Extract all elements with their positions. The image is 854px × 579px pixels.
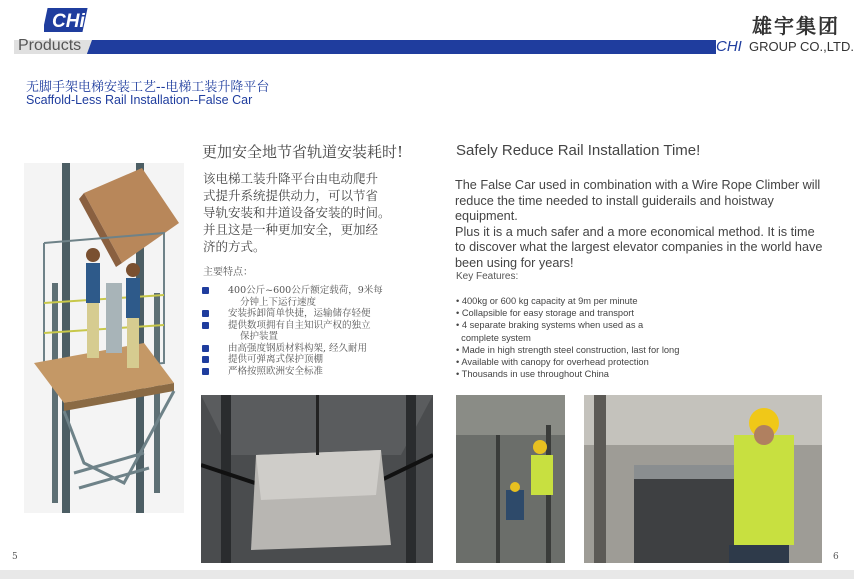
list-item xyxy=(200,354,400,366)
rail-install-photo xyxy=(584,395,822,563)
cn-body xyxy=(203,170,403,255)
en-body-line: reduce the time needed to install guiderails and hoistway equipment. xyxy=(455,193,774,223)
list-item: • 400kg or 600 kg capacity at 9m per minute xyxy=(456,296,638,306)
bullet-icon xyxy=(202,322,209,329)
feature-text-cont: 分钟上下运行速度 xyxy=(240,296,317,308)
list-item: • Available with canopy for overhead protection xyxy=(456,357,649,368)
svg-text:CHi: CHi xyxy=(52,11,85,32)
bullet-icon xyxy=(202,287,209,294)
feature-text: 400公斤~600公斤额定载荷，9米每 xyxy=(228,285,383,296)
worker-photo xyxy=(456,395,565,563)
en-body xyxy=(455,178,830,271)
en-body-line: The False Car used in combination with a Wire Rope Climber will xyxy=(455,178,821,192)
chi-logo xyxy=(44,6,90,34)
page-title-cn: 无脚手架电梯安装工艺--电梯工装升降平台 xyxy=(26,80,270,95)
list-item: • 4 separate braking systems when used as a xyxy=(456,320,644,331)
en-heading: Safely Reduce Rail Installation Time! xyxy=(456,142,701,159)
en-feature-list xyxy=(456,295,756,380)
footer-bar xyxy=(0,570,854,579)
feature-text: 由高强度钢质材料构架, 经久耐用 xyxy=(228,342,368,354)
list-item xyxy=(200,366,400,378)
shaft-photo xyxy=(201,395,433,563)
header-blue-bar xyxy=(87,40,712,54)
list-item: complete system xyxy=(456,332,531,343)
bullet-icon xyxy=(202,310,209,317)
header-blue-bar-end xyxy=(700,40,716,54)
page-title-en: Scaffold-Less Rail Installation--False Car xyxy=(26,93,253,107)
cn-features-title: 主要特点： xyxy=(203,267,253,278)
false-car-illustration xyxy=(24,163,184,513)
feature-text: 提供数项拥有自主知识产权的独立 xyxy=(228,319,371,331)
list-item xyxy=(200,285,400,308)
feature-text: 安装拆卸简单快捷，运输储存轻便 xyxy=(228,308,371,319)
en-body-line: been using for years! xyxy=(455,255,574,270)
bullet-icon xyxy=(202,356,209,363)
feature-text-cont: 保护装置 xyxy=(240,331,279,342)
bullet-icon xyxy=(202,368,209,375)
section-label: Products xyxy=(18,37,82,54)
feature-text: 提供可弹离式保护顶棚 xyxy=(228,354,324,365)
brand-name-cn: 雄宇集团 xyxy=(752,14,840,38)
company-name: GROUP CO.,LTD. xyxy=(749,39,854,54)
cn-body-line: 济的方式。 xyxy=(203,239,266,254)
list-item: • Collapsible for easy storage and transport xyxy=(456,308,634,319)
page-number-right: 6 xyxy=(833,552,839,562)
list-item: • Made in high strength steel construction, last for long xyxy=(456,344,680,355)
list-item xyxy=(200,308,400,320)
cn-body-line: 导轨安装和井道设备安装的时间。 xyxy=(203,205,391,220)
cn-body-line: 并且这是一种更加安全，更加经 xyxy=(203,222,379,237)
bullet-icon xyxy=(202,345,209,352)
feature-text: 严格按照欧洲安全标准 xyxy=(228,365,324,377)
cn-body-line: 该电梯工装升降平台由电动爬升 xyxy=(203,171,379,186)
en-features-title: Key Features: xyxy=(456,271,519,282)
cn-body-line: 式提升系统提供动力，可以节省 xyxy=(203,188,379,203)
company-chi: CHI xyxy=(716,38,742,55)
list-item xyxy=(200,320,400,343)
cn-heading: 更加安全地节省轨道安装耗时! xyxy=(202,143,404,161)
list-item xyxy=(200,343,400,355)
page-number-left: 5 xyxy=(12,552,18,562)
en-body-line: to discover what the largest elevator companies in the world have xyxy=(455,240,823,254)
list-item: • Thousands in use throughout China xyxy=(456,369,609,380)
en-body-line: Plus it is a much safer and a more economical method. It is time xyxy=(455,224,815,239)
cn-feature-list xyxy=(200,285,400,377)
